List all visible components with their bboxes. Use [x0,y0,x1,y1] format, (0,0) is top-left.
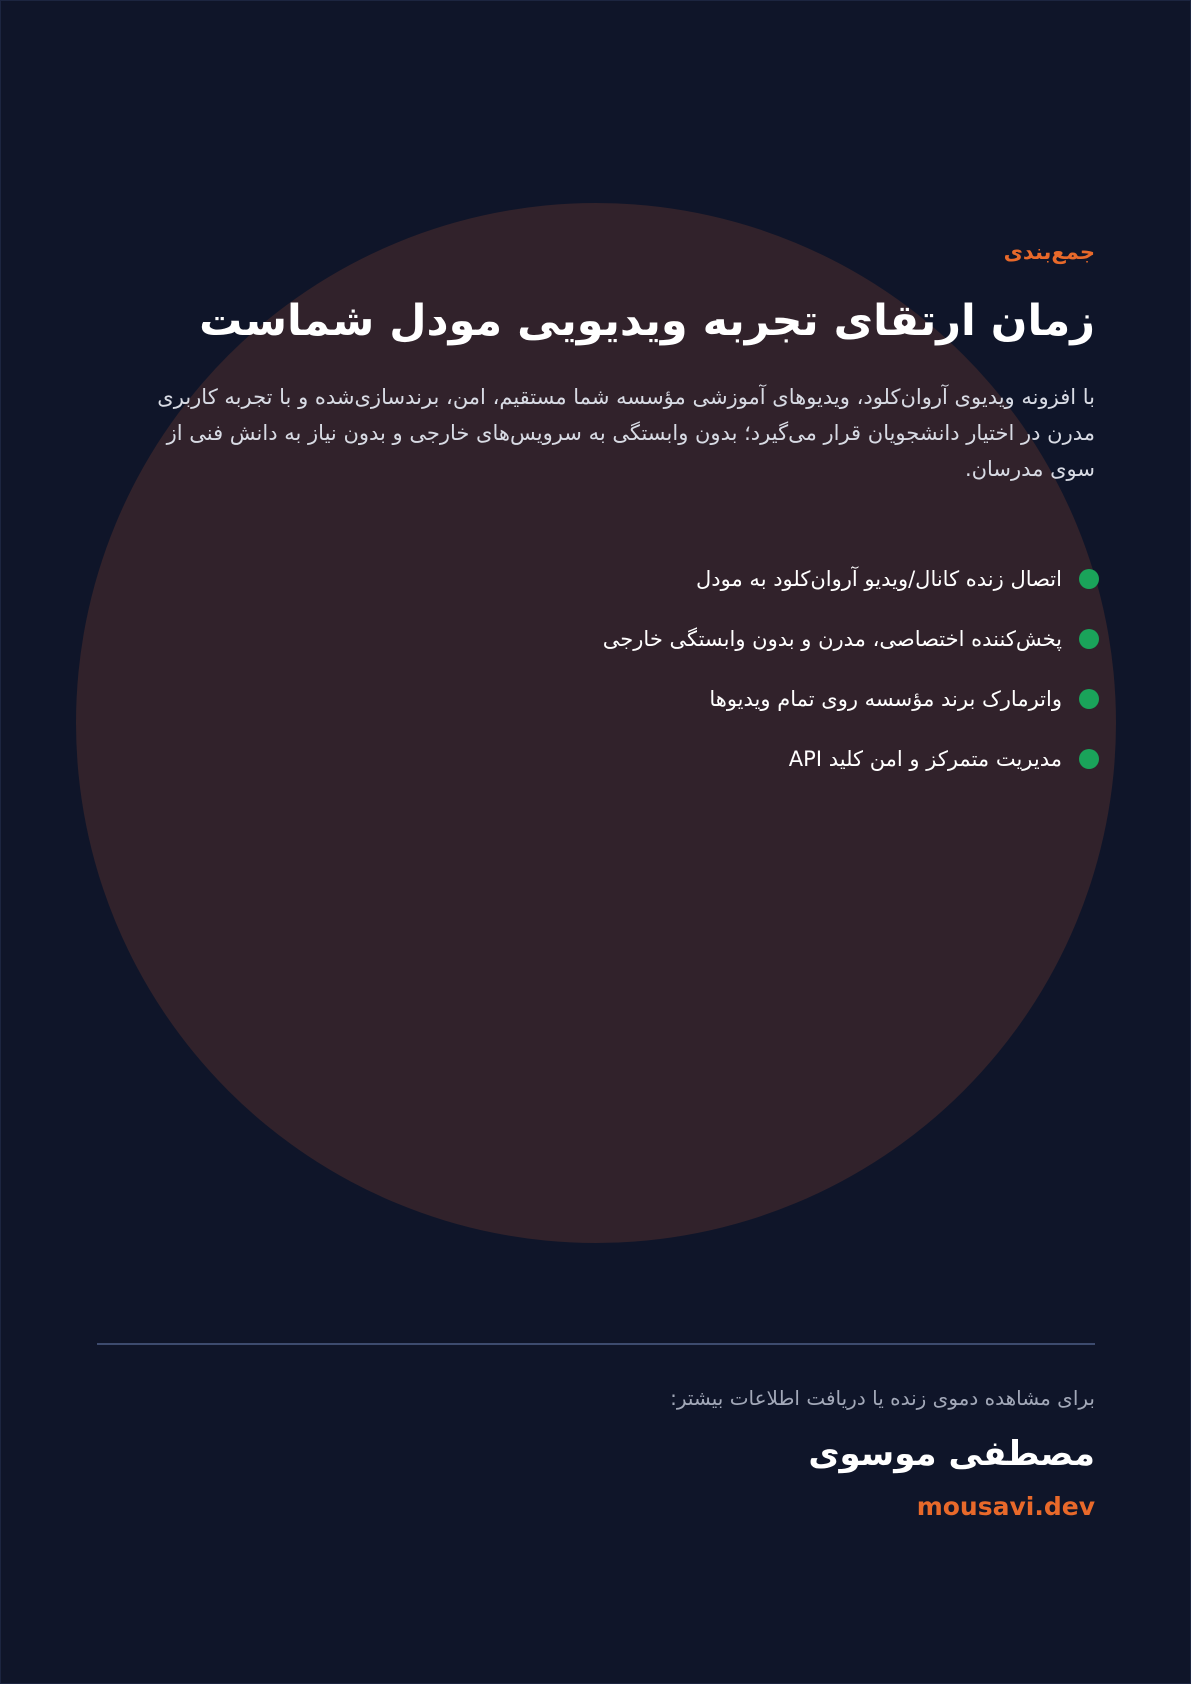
summary-description: با افزونه ویدیوی آروان‌کلود، ویدیوهای آموزشی مؤسسه شما مستقیم، امن، برندسازی‌شده و با تجربه کاربری مدرن در اختیار دانشجویان قرار می‌گیرد؛ بدون وابستگی به سرویس‌های خارجی و بدون نیاز به دانش فنی از سوی مدرسان. [157,385,1095,481]
feature-item [97,609,1095,669]
contact-name: مصطفی موسوی [808,1434,1095,1474]
bullet-dot-icon [1079,689,1099,709]
footer-divider [97,1343,1095,1345]
bullet-dot-icon [1079,629,1099,649]
website-link[interactable]: mousavi.dev [916,1492,1095,1521]
feature-item [97,549,1095,609]
feature-item [97,669,1095,729]
feature-label: پخش‌کننده اختصاصی، مدرن و بدون وابستگی خارجی [602,627,1062,651]
page-title: زمان ارتقای تجربه ویدیویی مودل شماست [199,296,1095,346]
section-eyebrow: جمع‌بندی [1003,240,1095,264]
feature-label: اتصال زنده کانال/ویدیو آروان‌کلود به مودل [696,567,1062,591]
feature-list [97,549,1095,789]
summary-section [97,231,1095,789]
contact-footer [97,1379,1095,1527]
bullet-dot-icon [1079,749,1099,769]
bullet-dot-icon [1079,569,1099,589]
feature-label: واترمارک برند مؤسسه روی تمام ویدیوها [709,687,1062,711]
feature-item [97,729,1095,789]
feature-label: مدیریت متمرکز و امن کلید API [788,747,1062,771]
contact-prompt: برای مشاهده دموی زنده یا دریافت اطلاعات بیشتر: [670,1386,1095,1410]
